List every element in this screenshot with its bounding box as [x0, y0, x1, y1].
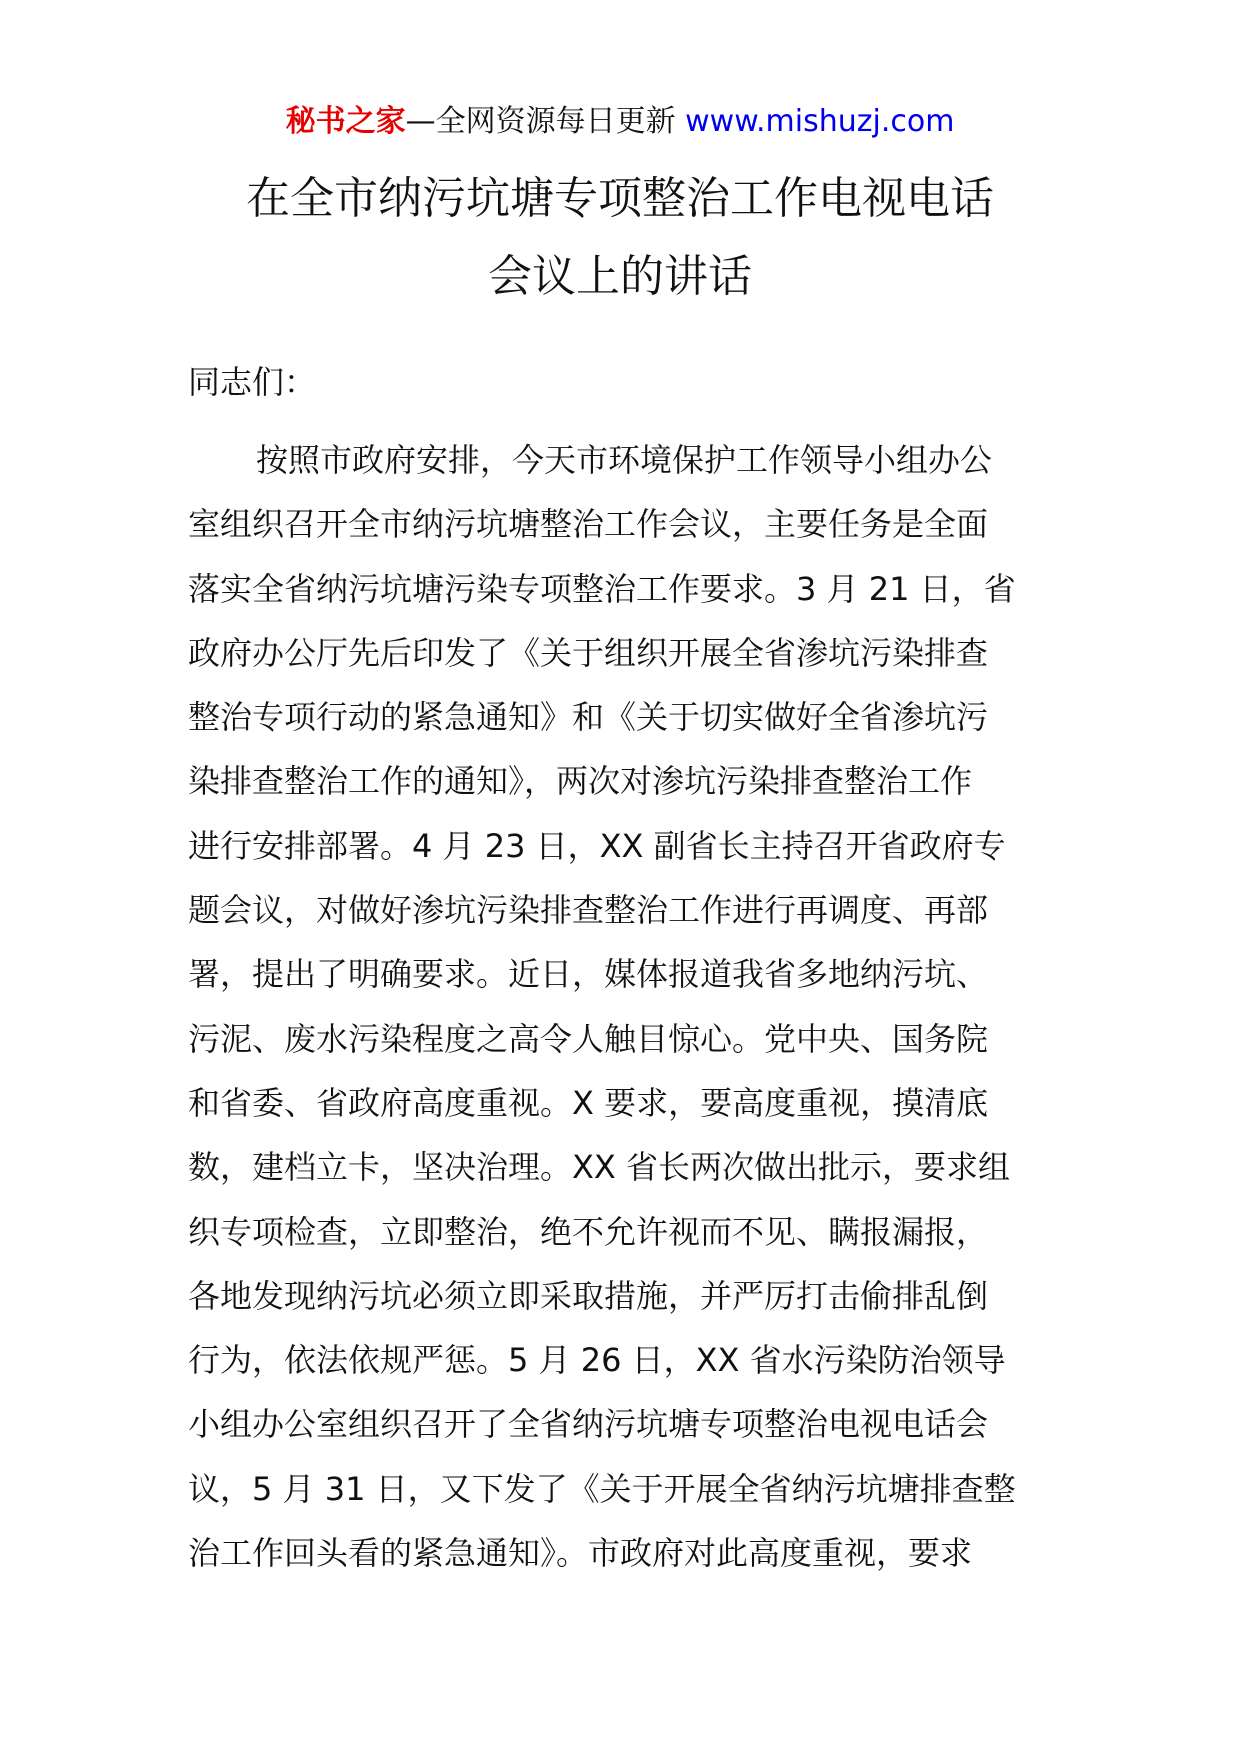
- title-line-2: 会议上的讲话: [488, 251, 752, 302]
- salutation: 同志们：: [188, 363, 317, 401]
- body-line: 署，提出了明确要求。近日，媒体报道我省多地纳污坑、: [188, 955, 989, 994]
- body-line: 和省委、省政府高度重视。X 要求，要高度重视，摸清底: [188, 1083, 989, 1122]
- body-line: 染排查整治工作的通知》，两次对渗坑污染排查整治工作: [188, 762, 973, 801]
- body-line: 按照市政府安排，今天市环境保护工作领导小组办公: [256, 441, 993, 479]
- body-line: 污泥、废水污染程度之高令人触目惊心。党中央、国务院: [188, 1019, 989, 1058]
- body-line: 治工作回头看的紧急通知》。市政府对此高度重视，要求: [188, 1534, 973, 1573]
- body-line: 小组办公室组织召开了全省纳污坑塘专项整治电视电话会: [188, 1405, 989, 1444]
- body-line: 数，建档立卡，坚决治理。XX 省长两次做出批示，要求组: [188, 1148, 1011, 1187]
- body-line: 题会议，对做好渗坑污染排查整治工作进行再调度、再部: [188, 891, 989, 930]
- body-line: 议，5 月 31 日，又下发了《关于开展全省纳污坑塘排查整: [188, 1469, 1016, 1508]
- body-line: 织专项检查，立即整治，绝不允许视而不见、瞒报漏报，: [188, 1212, 989, 1251]
- body-line: 整治专项行动的紧急通知》和《关于切实做好全省渗坑污: [188, 698, 989, 737]
- body-line: 室组织召开全市纳污坑塘整治工作会议，主要任务是全面: [188, 505, 989, 544]
- site-url-link[interactable]: www.mishuzj.com: [685, 104, 955, 139]
- banner-tagline: —全网资源每日更新: [405, 104, 686, 139]
- body-line: 落实全省纳污坑塘污染专项整治工作要求。3 月 21 日，省: [188, 569, 1016, 608]
- brand-name: 秘书之家: [285, 104, 406, 139]
- body-line: 进行安排部署。4 月 23 日，XX 副省长主持召开省政府专: [188, 826, 1006, 865]
- title-line-1: 在全市纳污坑塘专项整治工作电视电话: [246, 173, 994, 224]
- body-line: 政府办公厅先后印发了《关于组织开展全省渗坑污染排查: [188, 633, 989, 672]
- site-banner: [0, 102, 1240, 142]
- body-line: 各地发现纳污坑必须立即采取措施，并严厉打击偷排乱倒: [188, 1276, 989, 1315]
- document-title: [0, 160, 1240, 316]
- body-paragraph: [188, 428, 1058, 1585]
- body-line: 行为，依法依规严惩。5 月 26 日，XX 省水污染防治领导: [188, 1341, 1006, 1380]
